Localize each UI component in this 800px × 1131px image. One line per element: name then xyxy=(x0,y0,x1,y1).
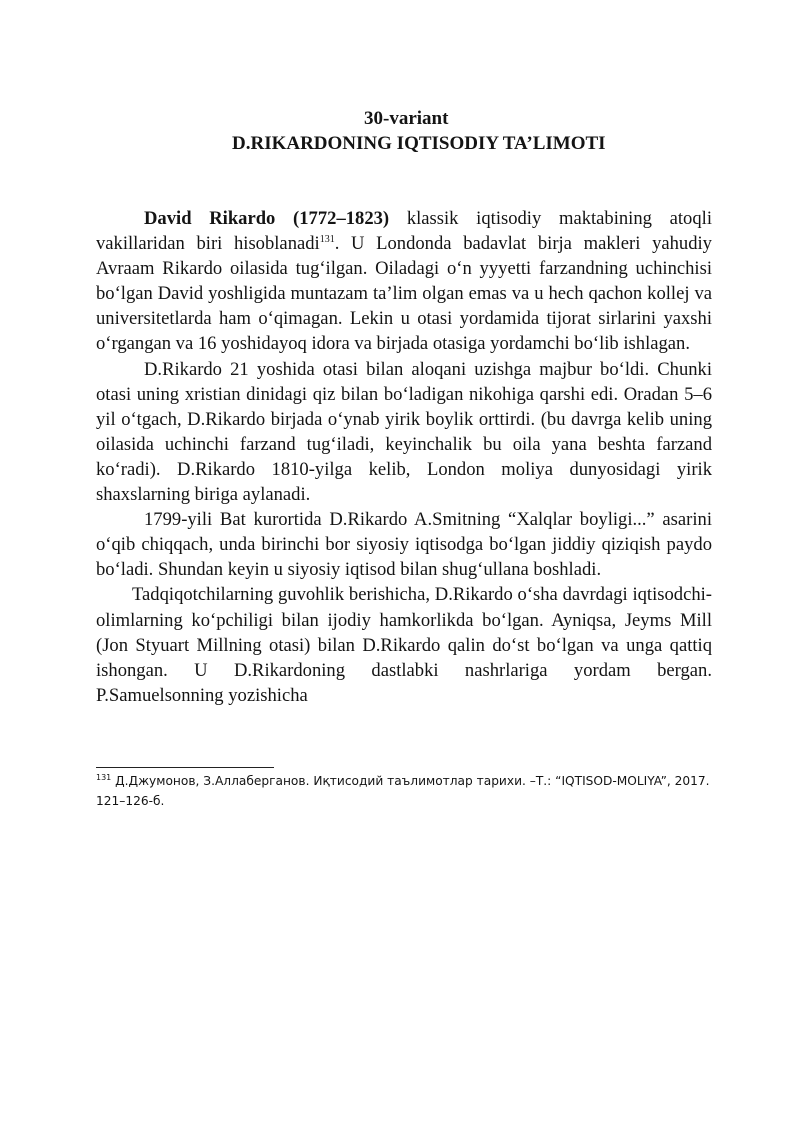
body-text xyxy=(96,206,712,708)
paragraph-3: 1799-yili Bat kurortida D.Rikardo A.Smitning “Xalqlar boyligi...” asarini o‘qib chiqqach, unda birinchi bor siyosiy iqtisodga bo‘lgan jiddiy qiziqish paydo bo‘ladi. Shundan keyin u siyosiy iqtisod bilan shug‘ullana boshladi. xyxy=(96,509,712,581)
footnote-text: Д.Джумонов, З.Аллаберганов. Иқтисодий таълимотлар тарихи. –Т.: “IQTISOD-MOLIYA”, 2017. 121–126-б. xyxy=(96,774,710,808)
paragraph-1 xyxy=(96,206,712,357)
footnote-number: 131 xyxy=(96,773,112,782)
footnote-divider xyxy=(96,767,274,768)
paragraph-4: Tadqiqotchilarning guvohlik berishicha, D.Rikardo o‘sha davrdagi iqtisodchi-olimlarning ko‘pchiligi bilan ijodiy hamkorlikda bo‘lgan. Ayniqsa, Jeyms Mill (Jon Styuart Millning otasi) bilan D.Rikardo qalin do‘st bo‘lgan va unga qattiq ishongan. U D.Rikardoning dastlabki nashrlariga yordam bergan. P.Samuelsonning yozishicha xyxy=(96,584,712,706)
author-name-lead: David Rikardo (1772–1823) xyxy=(144,208,390,229)
paragraph-1-text-b: . U Londonda badavlat birja makleri yahudiy Avraam Rikardo oilasida tug‘ilgan. Oiladagi o‘n yyyetti farzandning uchinchisi bo‘lgan David yoshligida muntazam ta’lim olgan emas va u hech qachon kollej va universitetlarda ham o‘qimagan. Lekin u otasi yordamida tijorat sirlarini yaxshi o‘rgangan va 16 yoshidayoq idora va birjada otasiga yordamchi bo‘lib ishlagan. xyxy=(96,233,712,355)
variant-heading: 30-variant xyxy=(364,108,449,129)
paragraph-1-text-a: klassik iqtisodiy maktabining atoqli vakillaridan biri hisoblanadi xyxy=(96,208,712,255)
footnote xyxy=(96,771,712,811)
paragraph-2: D.Rikardo 21 yoshida otasi bilan aloqani uzishga majbur bo‘ldi. Chunki otasi uning xristian dinidagi qiz bilan bo‘ladigan nikohiga qarshi edi. Oradan 5–6 yil o‘tgach, D.Rikardo birjada o‘ynab yirik boylik orttirdi. (bu davrga kelib uning oilasida uchinchi farzand tug‘iladi, keyinchalik bu oila yana beshta farzand ko‘radi). D.Rikardo 1810-yilga kelib, London moliya dunyosidagi yirik shaxslarning biriga aylanadi. xyxy=(96,358,712,506)
page-title: D.RIKARDONING IQTISODIY TA’LIMOTI xyxy=(232,133,606,154)
footnote-reference[interactable]: 131 xyxy=(319,234,335,246)
